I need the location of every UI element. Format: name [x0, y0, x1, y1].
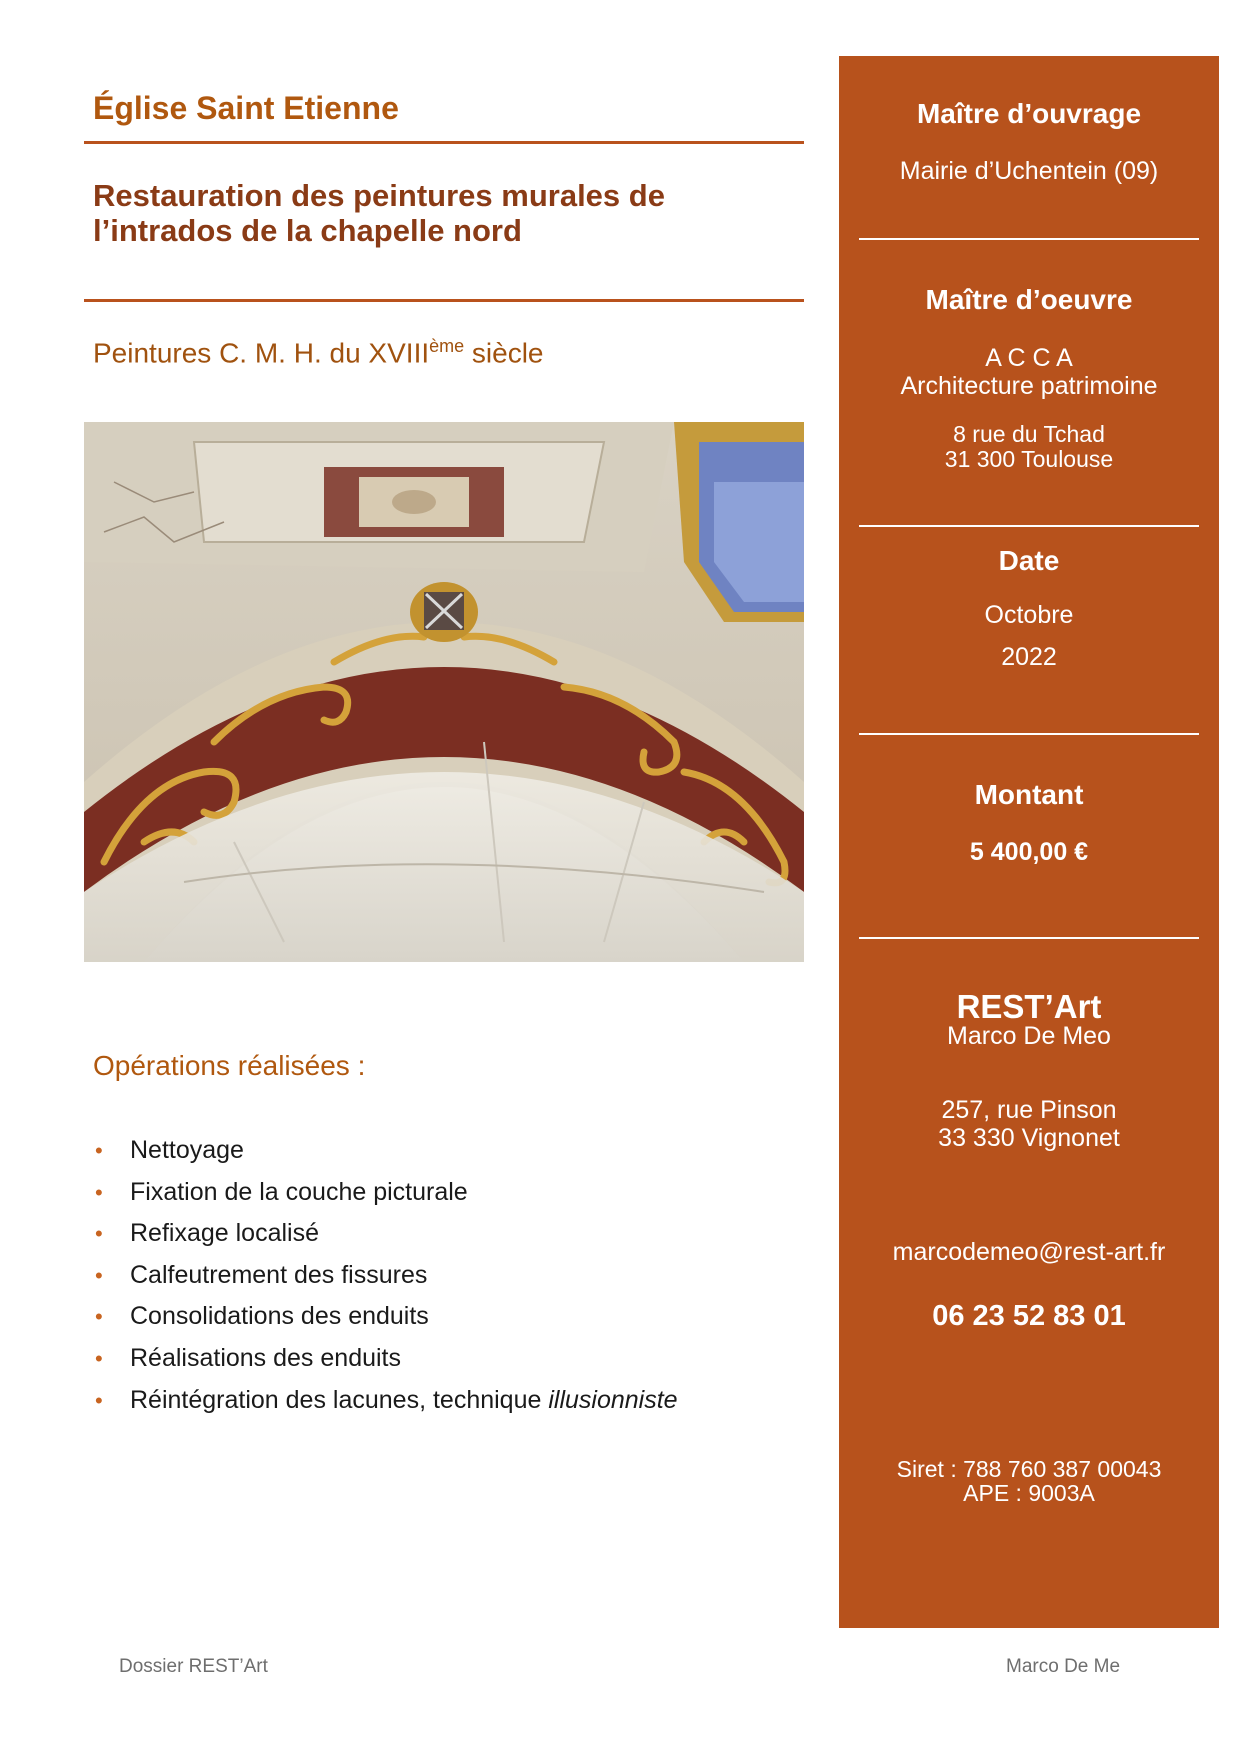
list-item — [93, 1255, 678, 1297]
company-person: Marco De Meo — [947, 1022, 1111, 1050]
date-heading: Date — [998, 545, 1060, 576]
list-item — [93, 1338, 678, 1380]
church-title: Église Saint Etienne — [93, 90, 399, 126]
operation-text: Calfeutrement des fissures — [130, 1260, 428, 1289]
company-email: marcodemeo@rest-art.fr — [892, 1238, 1166, 1266]
architect-description: Architecture patrimoine — [900, 372, 1158, 400]
operation-text: Consolidations des enduits — [130, 1302, 429, 1331]
footer-right-text: Marco De Me — [1006, 1656, 1121, 1677]
footer-left-text: Dossier REST’Art — [119, 1656, 268, 1677]
info-sidebar — [839, 56, 1219, 1628]
bullet-icon: • — [95, 1138, 103, 1163]
operations-list — [93, 1130, 678, 1421]
owner-heading: Maître d’ouvrage — [916, 98, 1142, 129]
company-phone: 06 23 52 83 01 — [932, 1300, 1126, 1332]
period-superscript: ème — [429, 336, 465, 356]
company-address-line-2: 33 330 Vignonet — [938, 1124, 1120, 1152]
subtitle-divider — [84, 299, 804, 302]
bullet-icon: • — [95, 1262, 103, 1288]
list-item — [93, 1380, 678, 1422]
bullet-icon: • — [95, 1387, 103, 1413]
amount-value: 5 400,00 € — [969, 838, 1089, 866]
operation-text: Nettoyage — [130, 1136, 244, 1164]
project-subtitle — [93, 178, 793, 248]
amount-heading: Montant — [974, 779, 1084, 810]
list-item — [93, 1130, 678, 1172]
company-name: REST’Art — [956, 988, 1102, 1025]
date-month: Octobre — [984, 601, 1074, 629]
architect-address-line-2: 31 300 Toulouse — [944, 446, 1114, 472]
sidebar-divider — [859, 733, 1199, 735]
operation-text: Fixation de la couche picturale — [130, 1177, 468, 1206]
list-item — [93, 1296, 678, 1338]
operation-text: Réintégration des lacunes, technique — [130, 1385, 549, 1414]
owner-value: Mairie d’Uchentein (09) — [899, 157, 1159, 185]
sidebar-divider — [859, 525, 1199, 527]
period-suffix: siècle — [464, 337, 544, 369]
title-divider — [84, 141, 804, 144]
architect-address-line-1: 8 rue du Tchad — [953, 421, 1105, 447]
architect-name: A C C A — [985, 344, 1073, 372]
subtitle-line-1: Restauration des peintures murales de — [93, 178, 665, 213]
company-address-line-1: 257, rue Pinson — [941, 1096, 1117, 1124]
operation-text: Refixage localisé — [130, 1219, 319, 1248]
arch-illustration — [84, 422, 804, 962]
sidebar-divider — [859, 238, 1199, 240]
ape-code: APE : 9003A — [963, 1480, 1095, 1506]
bullet-icon: • — [95, 1345, 103, 1371]
sidebar-divider — [859, 937, 1199, 939]
siret-number: Siret : 788 760 387 00043 — [896, 1456, 1162, 1482]
operations-title: Opérations réalisées : — [93, 1050, 366, 1081]
list-item — [93, 1172, 678, 1214]
bullet-icon: • — [95, 1304, 103, 1330]
bullet-icon: • — [95, 1221, 103, 1247]
subtitle-line-2: l’intrados de la chapelle nord — [93, 213, 522, 248]
period-prefix: Peintures C. M. H. du XVIII — [93, 337, 430, 369]
bullet-icon: • — [95, 1179, 103, 1205]
painted-arch-photo — [84, 422, 804, 962]
operation-italic-text: illusionniste — [548, 1385, 678, 1414]
architect-heading: Maître d’oeuvre — [925, 284, 1133, 315]
date-year: 2022 — [1001, 643, 1057, 671]
period-caption — [93, 336, 544, 369]
list-item — [93, 1213, 678, 1255]
operation-text: Réalisations des enduits — [130, 1343, 401, 1372]
